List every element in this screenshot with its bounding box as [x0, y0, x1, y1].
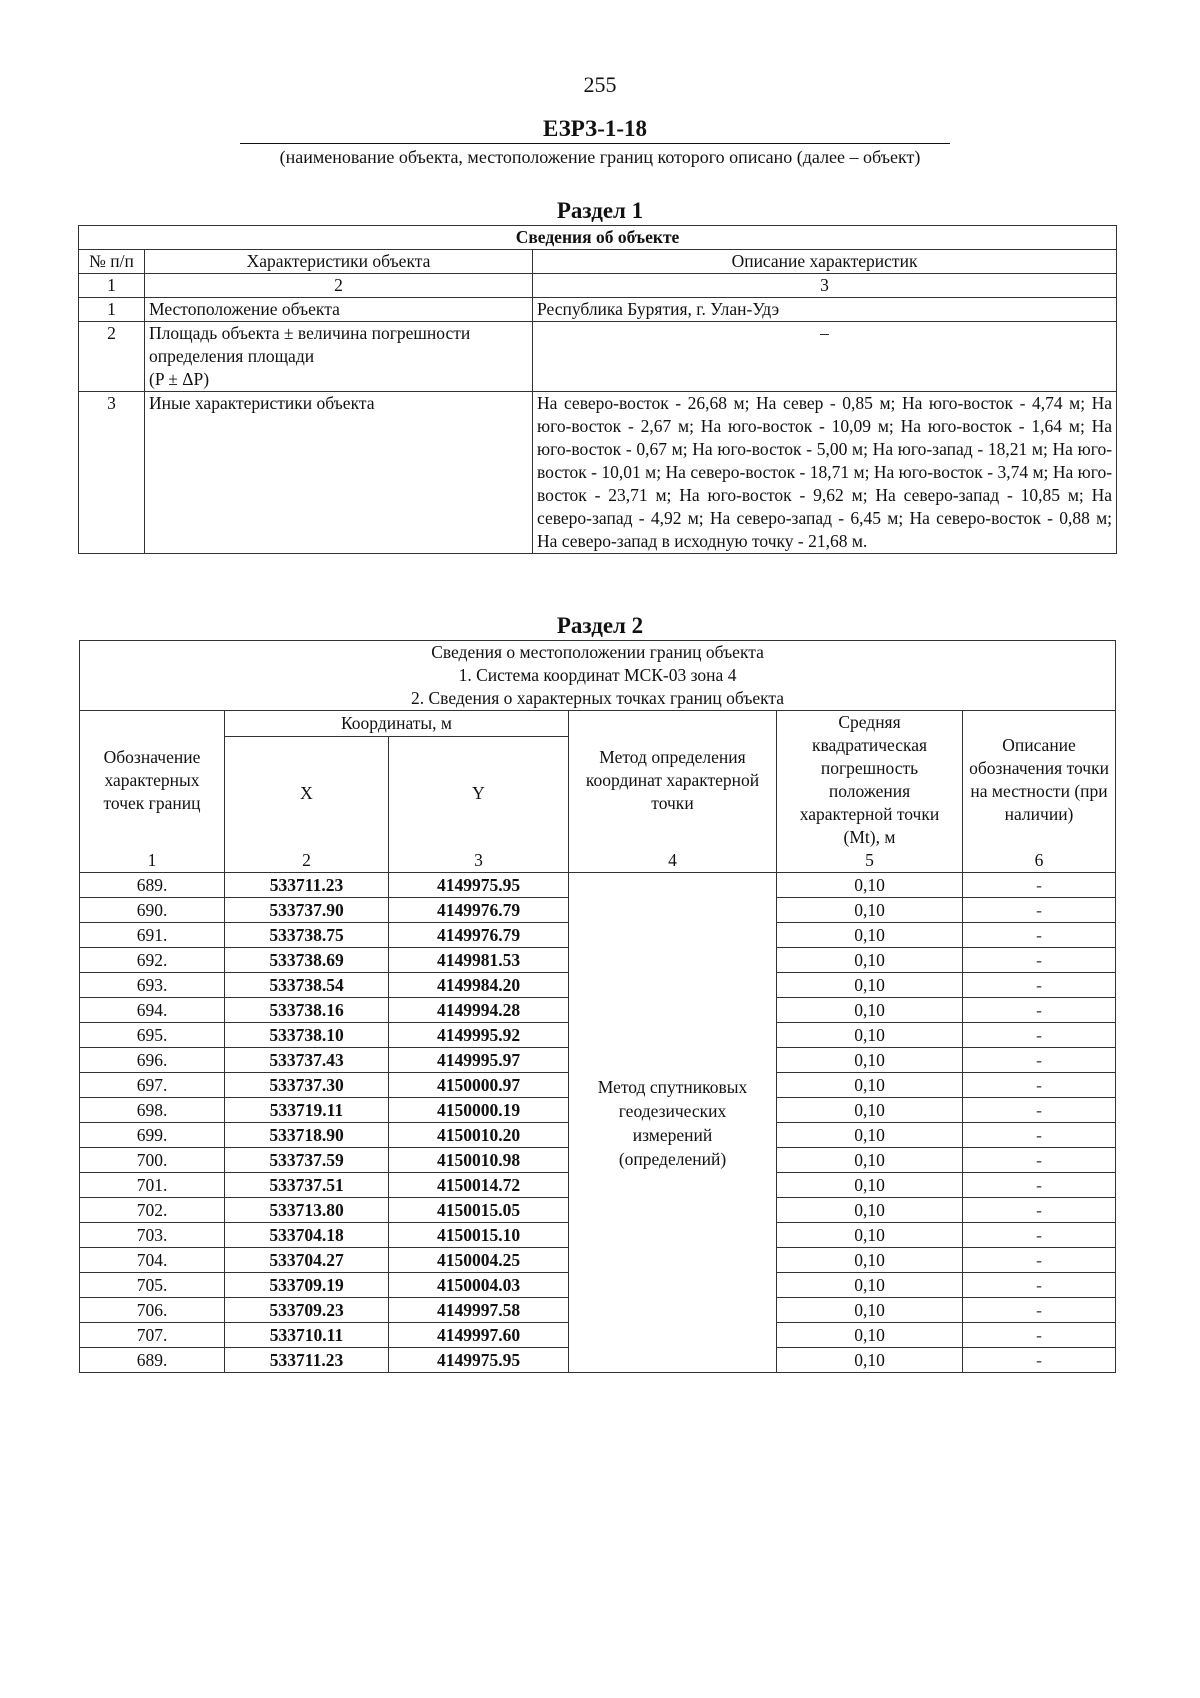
point-mt: 0,10 — [777, 898, 963, 923]
point-mt: 0,10 — [777, 1123, 963, 1148]
table-row — [79, 298, 1117, 322]
point-label: 706. — [80, 1298, 225, 1323]
point-label: 699. — [80, 1123, 225, 1148]
row-number: 3 — [79, 392, 145, 554]
point-description: - — [963, 1198, 1116, 1223]
table-row — [80, 873, 1116, 898]
point-x: 533738.16 — [225, 998, 389, 1023]
point-mt: 0,10 — [777, 1148, 963, 1173]
point-mt: 0,10 — [777, 1248, 963, 1273]
header-y: Y — [389, 737, 569, 850]
point-x: 533738.75 — [225, 923, 389, 948]
point-label: 707. — [80, 1323, 225, 1348]
point-y: 4150000.97 — [389, 1073, 569, 1098]
document-title: ЕЗРЗ-1-18 — [240, 116, 950, 144]
point-description: - — [963, 1298, 1116, 1323]
point-label: 701. — [80, 1173, 225, 1198]
point-label: 696. — [80, 1048, 225, 1073]
point-description: - — [963, 998, 1116, 1023]
point-description: - — [963, 1273, 1116, 1298]
point-mt: 0,10 — [777, 1023, 963, 1048]
section2-title: Раздел 2 — [556, 613, 644, 638]
point-description: - — [963, 1123, 1116, 1148]
header-descr: Описание обозначения точки на местности (при наличии) — [963, 711, 1116, 850]
page-number: 255 — [583, 72, 617, 97]
point-description: - — [963, 873, 1116, 898]
point-mt: 0,10 — [777, 1298, 963, 1323]
object-info-table — [78, 225, 1117, 554]
point-description: - — [963, 1248, 1116, 1273]
row-name: Площадь объекта ± величина погрешности определения площади — [149, 323, 471, 366]
section1-title: Раздел 1 — [556, 198, 644, 223]
point-description: - — [963, 1073, 1116, 1098]
point-label: 700. — [80, 1148, 225, 1173]
point-y: 4150010.20 — [389, 1123, 569, 1148]
document-subtitle: (наименование объекта, местоположение границ которого описано (далее – объект) — [279, 147, 921, 167]
point-label: 705. — [80, 1273, 225, 1298]
point-y: 4150004.03 — [389, 1273, 569, 1298]
header-characteristics: Характеристики объекта — [145, 250, 533, 274]
point-y: 4149997.60 — [389, 1323, 569, 1348]
col-number-5: 5 — [777, 849, 963, 873]
point-label: 692. — [80, 948, 225, 973]
point-x: 533737.59 — [225, 1148, 389, 1173]
point-x: 533737.90 — [225, 898, 389, 923]
point-x: 533738.69 — [225, 948, 389, 973]
point-x: 533738.10 — [225, 1023, 389, 1048]
point-description: - — [963, 1098, 1116, 1123]
point-y: 4149984.20 — [389, 973, 569, 998]
point-y: 4150014.72 — [389, 1173, 569, 1198]
point-x: 533704.18 — [225, 1223, 389, 1248]
point-x: 533711.23 — [225, 873, 389, 898]
point-description: - — [963, 1048, 1116, 1073]
row-description: – — [533, 322, 1117, 392]
table2-caption-3: 2. Сведения о характерных точках границ объекта — [80, 687, 1116, 711]
point-label: 698. — [80, 1098, 225, 1123]
point-x: 533710.11 — [225, 1323, 389, 1348]
header-x: X — [225, 737, 389, 850]
row-number: 1 — [79, 298, 145, 322]
point-label: 695. — [80, 1023, 225, 1048]
header-number: № п/п — [79, 250, 145, 274]
header-point: Обозначение характерных точек границ — [80, 711, 225, 850]
point-mt: 0,10 — [777, 948, 963, 973]
point-x: 533709.19 — [225, 1273, 389, 1298]
point-label: 697. — [80, 1073, 225, 1098]
col-number-1: 1 — [79, 274, 145, 298]
point-description: - — [963, 973, 1116, 998]
point-x: 533719.11 — [225, 1098, 389, 1123]
point-description: - — [963, 1173, 1116, 1198]
point-description: - — [963, 1348, 1116, 1373]
point-y: 4150015.05 — [389, 1198, 569, 1223]
header-method: Метод определения координат характерной точки — [569, 711, 777, 850]
point-description: - — [963, 1223, 1116, 1248]
point-y: 4149995.92 — [389, 1023, 569, 1048]
point-mt: 0,10 — [777, 923, 963, 948]
point-x: 533738.54 — [225, 973, 389, 998]
point-y: 4150015.10 — [389, 1223, 569, 1248]
point-mt: 0,10 — [777, 1223, 963, 1248]
point-y: 4149975.95 — [389, 1348, 569, 1373]
col-number-2: 2 — [225, 849, 389, 873]
point-y: 4149976.79 — [389, 923, 569, 948]
col-number-3: 3 — [533, 274, 1117, 298]
col-number-6: 6 — [963, 849, 1116, 873]
point-label: 689. — [80, 1348, 225, 1373]
table-row — [79, 392, 1117, 554]
point-y: 4149997.58 — [389, 1298, 569, 1323]
point-mt: 0,10 — [777, 1348, 963, 1373]
point-y: 4149976.79 — [389, 898, 569, 923]
boundary-points-table — [79, 640, 1116, 1373]
row-name: Иные характеристики объекта — [145, 392, 533, 554]
row-description: На северо-восток - 26,68 м; На север - 0,85 м; На юго-восток - 4,74 м; На юго-восток - 2,67 м; На юго-восток - 10,09 м; На юго-восток - 1,64 м; На юго-восток - 0,67 м; На юго-восток - 5,00 м; На юго-запад - 18,21 м; На юго-восток - 10,01 м; На северо-восток - 18,71 м; На юго-восток - 3,74 м; На юго-восток - 23,71 м; На юго-восток - 9,62 м; На северо-запад - 10,85 м; На северо-запад - 4,92 м; На северо-запад - 6,45 м; На северо-восток - 0,88 м; На северо-запад в исходную точку - 21,68 м. — [533, 392, 1117, 554]
point-label: 689. — [80, 873, 225, 898]
table2-caption-2: 1. Система координат МСК-03 зона 4 — [80, 664, 1116, 687]
col-number-3: 3 — [389, 849, 569, 873]
point-x: 533711.23 — [225, 1348, 389, 1373]
table-row — [79, 322, 1117, 392]
point-description: - — [963, 1148, 1116, 1173]
row-name: Местоположение объекта — [145, 298, 533, 322]
point-label: 702. — [80, 1198, 225, 1223]
point-mt: 0,10 — [777, 873, 963, 898]
points-body — [80, 873, 1116, 1373]
point-label: 693. — [80, 973, 225, 998]
point-y: 4149981.53 — [389, 948, 569, 973]
point-x: 533718.90 — [225, 1123, 389, 1148]
point-y: 4149994.28 — [389, 998, 569, 1023]
row-name-formula: (P ± ΔP) — [149, 369, 210, 389]
point-x: 533737.30 — [225, 1073, 389, 1098]
point-description: - — [963, 1323, 1116, 1348]
point-description: - — [963, 948, 1116, 973]
point-mt: 0,10 — [777, 1323, 963, 1348]
point-x: 533737.51 — [225, 1173, 389, 1198]
header-error: Средняя квадратическая погрешность положения характерной точки (Mt), м — [777, 711, 963, 850]
table2-caption-1: Сведения о местоположении границ объекта — [80, 641, 1116, 665]
row-number: 2 — [79, 322, 145, 392]
point-x: 533713.80 — [225, 1198, 389, 1223]
point-y: 4150004.25 — [389, 1248, 569, 1273]
header-description: Описание характеристик — [533, 250, 1117, 274]
point-mt: 0,10 — [777, 1073, 963, 1098]
table1-caption: Сведения об объекте — [79, 226, 1117, 250]
point-label: 704. — [80, 1248, 225, 1273]
point-label: 694. — [80, 998, 225, 1023]
point-description: - — [963, 898, 1116, 923]
row-name-cell — [145, 322, 533, 392]
point-x: 533737.43 — [225, 1048, 389, 1073]
col-number-1: 1 — [80, 849, 225, 873]
col-number-4: 4 — [569, 849, 777, 873]
row-description: Республика Бурятия, г. Улан-Удэ — [533, 298, 1117, 322]
point-description: - — [963, 923, 1116, 948]
point-label: 690. — [80, 898, 225, 923]
point-y: 4149975.95 — [389, 873, 569, 898]
point-mt: 0,10 — [777, 998, 963, 1023]
point-mt: 0,10 — [777, 1273, 963, 1298]
point-y: 4149995.97 — [389, 1048, 569, 1073]
point-y: 4150000.19 — [389, 1098, 569, 1123]
point-mt: 0,10 — [777, 1198, 963, 1223]
point-description: - — [963, 1023, 1116, 1048]
header-coords: Координаты, м — [225, 711, 569, 737]
point-mt: 0,10 — [777, 1048, 963, 1073]
point-label: 703. — [80, 1223, 225, 1248]
col-number-2: 2 — [145, 274, 533, 298]
point-mt: 0,10 — [777, 973, 963, 998]
point-label: 691. — [80, 923, 225, 948]
point-mt: 0,10 — [777, 1098, 963, 1123]
point-y: 4150010.98 — [389, 1148, 569, 1173]
point-x: 533704.27 — [225, 1248, 389, 1273]
point-x: 533709.23 — [225, 1298, 389, 1323]
method-cell: Метод спутниковых геодезических измерений (определений) — [569, 873, 777, 1373]
point-mt: 0,10 — [777, 1173, 963, 1198]
